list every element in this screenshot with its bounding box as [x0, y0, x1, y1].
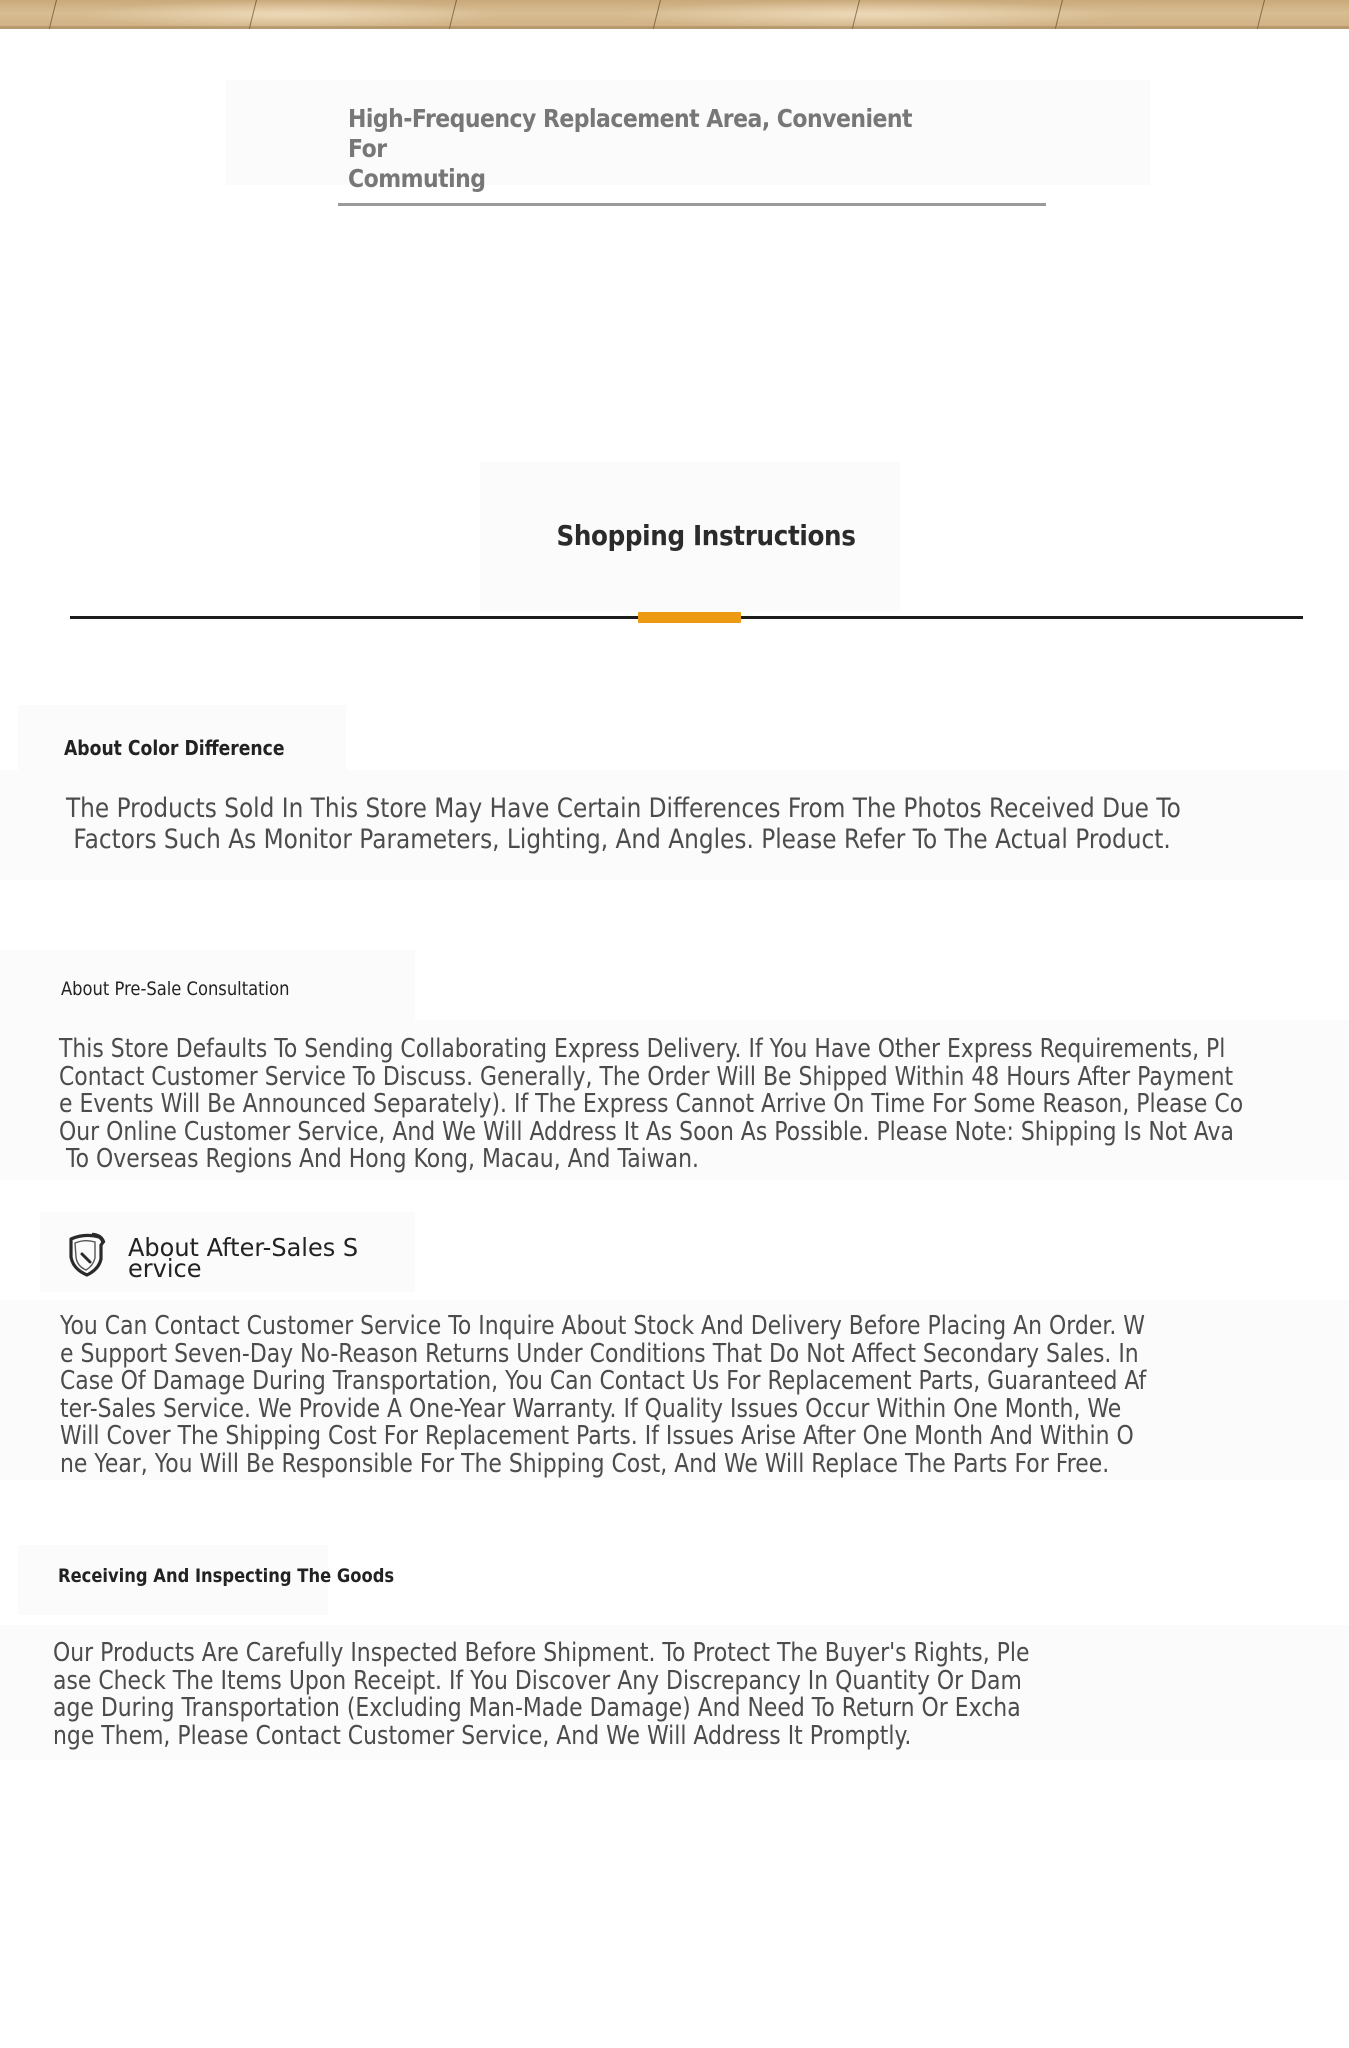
- section-body-receiving: Our Products Are Carefully Inspected Before Shipment. To Protect The Buyer's Rights, Ple ase Check The Items Upon Receipt. If You Discover Any Discrepancy In Quantity Or Dam age During Transportation (Excluding Man-Made Damage) And Need To Return Or Excha nge Them, Please Contact Customer Service, And We Will Address It Promptly.: [53, 1638, 1030, 1751]
- section-body-pre-sale: This Store Defaults To Sending Collaborating Express Delivery. If You Have Other Express Requirements, Pl Contact Customer Service To Discuss. Generally, The Order Will Be Shipped Within 48 Hours After Payment e Events Will Be Announced Separately). If The Express Cannot Arrive On Time For Some Reason, Please Co Our Online Customer Service, And We Will Address It As Soon As Possible. Please Note: Shipping Is Not Ava To Overseas Regions And Hong Kong, Macau, And Taiwan.: [59, 1034, 1244, 1174]
- subtitle-divider: [338, 203, 1046, 206]
- title-divider-accent: [638, 612, 741, 623]
- page-title: Shopping Instructions: [556, 519, 856, 552]
- section-heading-color-difference: About Color Difference: [64, 736, 285, 760]
- section-body-color-difference: The Products Sold In This Store May Have Certain Differences From The Photos Received Due To Factors Such As Monitor Parameters, Lighting, And Angles. Please Refer To The Actual Product.: [66, 793, 1181, 855]
- subtitle: High-Frequency Replacement Area, Convenient For Commuting: [348, 104, 913, 193]
- shield-icon: [65, 1231, 107, 1277]
- section-heading-pre-sale: About Pre-Sale Consultation: [61, 978, 290, 1000]
- section-body-after-sales: You Can Contact Customer Service To Inquire About Stock And Delivery Before Placing An Order. W e Support Seven-Day No-Reason Returns Under Conditions That Do Not Affect Secondary Sales. In Case Of Damage During Transportation, You Can Contact Us For Replacement Parts, Guaranteed Af ter-Sales Service. We Provide A One-Year Warranty. If Quality Issues Occur Within One Month, We Will Cover The Shipping Cost For Replacement Parts. If Issues Arise After One Month And Within O ne Year, You Will Be Responsible For The Shipping Cost, And We Will Replace The Parts For Free.: [60, 1311, 1147, 1479]
- section-heading-after-sales: About After-Sales S ervice: [128, 1233, 359, 1283]
- banner-image: [0, 0, 1349, 29]
- section-heading-receiving: Receiving And Inspecting The Goods: [58, 1565, 395, 1587]
